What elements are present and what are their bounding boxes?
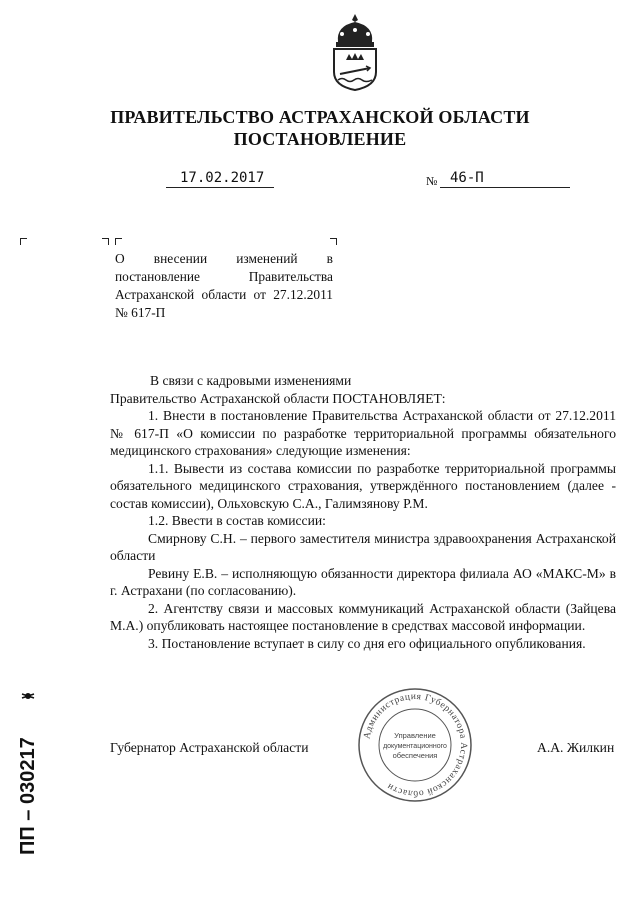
serial-text: ПП – 030217 xyxy=(17,737,39,855)
corner-mark xyxy=(20,238,27,245)
official-stamp xyxy=(356,686,474,804)
person-2: Ревину Е.В. – исполняющую обязанности директора филиала АО «МАКС-М» в г. Астрахани (по согласованию). xyxy=(110,565,616,598)
document-date: 17.02.2017 xyxy=(180,170,265,186)
coat-of-arms-icon xyxy=(322,12,388,92)
corner-mark xyxy=(330,238,337,245)
intro-line-1: В связи с кадровыми изменениями xyxy=(150,373,352,388)
item-1-1: 1.1. Вывести из состава комиссии по разработке территориальной программы обязательного медицинского страхования, утверждённого постановлением (далее - состав комиссии), Ольховскую С.А., Галимзянову Р.М. xyxy=(110,460,616,511)
stamp-ring-text: Администрация Губернатора Астраханской области xyxy=(362,691,469,799)
ornament-icon xyxy=(22,693,34,699)
corner-mark xyxy=(115,238,122,245)
corner-mark xyxy=(102,238,109,245)
stamp-center-line-1: Управление xyxy=(394,731,436,740)
item-2: 2. Агентству связи и массовых коммуникаций Астраханской области (Зайцева М.А.) опубликовать настоящее постановление в средствах массовой информации. xyxy=(110,600,616,633)
item-1-2: 1.2. Ввести в состав комиссии: xyxy=(148,513,326,528)
document-number: 46-П xyxy=(450,170,484,186)
document-type-title: ПОСТАНОВЛЕНИЕ xyxy=(233,129,407,149)
document-subject: О внесении изменений в постановление Правительства Астраханской области от 27.12.2011 № 617-П xyxy=(115,251,333,320)
signatory-position: Губернатор Астраханской области xyxy=(110,740,309,755)
intro-line-2: Правительство Астраханской области ПОСТАНОВЛЯЕТ: xyxy=(110,390,446,406)
document-body xyxy=(110,372,616,652)
item-1: 1. Внести в постановление Правительства Астраханской области от 27.12.2011 № 617-П «О комиссии по разработке территориальной программы обязательного медицинского страхования» следующие изменения: xyxy=(110,408,616,458)
date-underline xyxy=(166,187,274,188)
number-underline xyxy=(440,187,570,188)
stamp-center-line-3: обеспечения xyxy=(392,751,438,760)
serial-number xyxy=(6,690,46,860)
number-prefix: № xyxy=(426,174,438,188)
item-3: 3. Постановление вступает в силу со дня его официального опубликования. xyxy=(148,635,586,651)
person-1: Смирнову С.Н. – первого заместителя министра здравоохранения Астраханской области xyxy=(110,530,616,563)
stamp-center-line-2: документационного xyxy=(383,743,447,750)
organization-title: ПРАВИТЕЛЬСТВО АСТРАХАНСКОЙ ОБЛАСТИ xyxy=(110,107,530,127)
signatory-name: А.А. Жилкин xyxy=(537,740,615,755)
